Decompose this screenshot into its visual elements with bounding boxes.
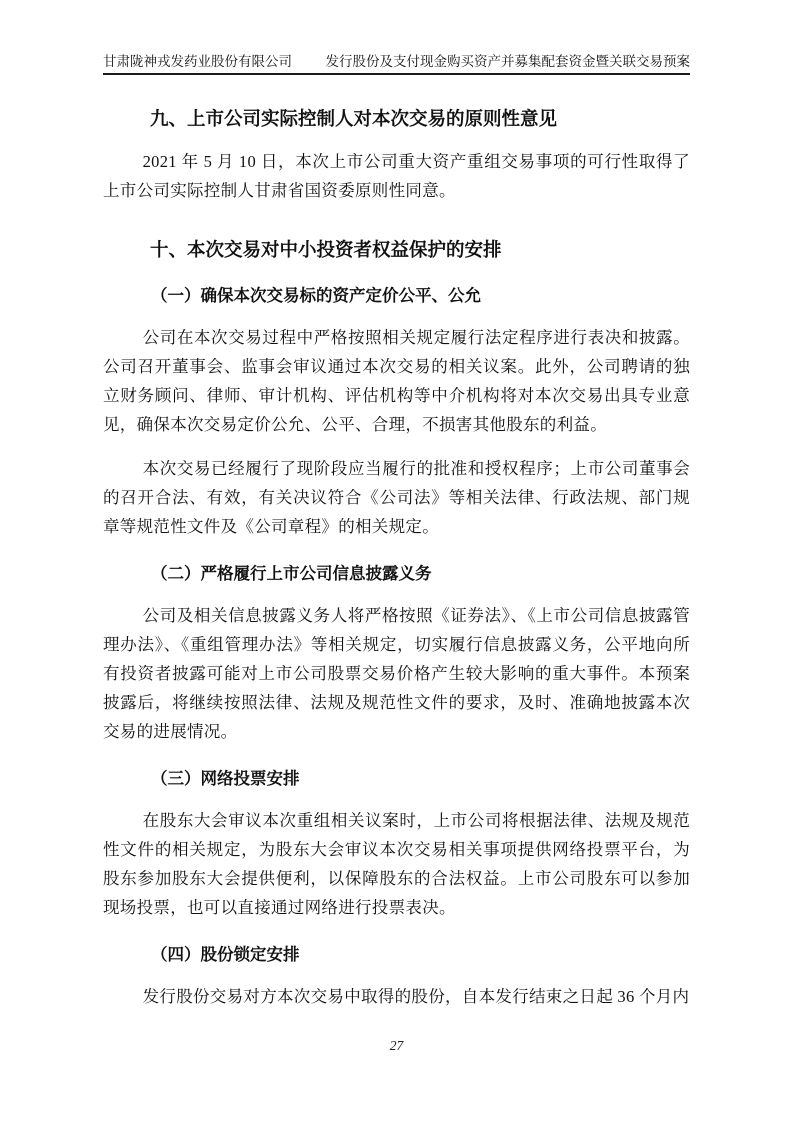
paragraph: 发行股份交易对方本次交易中取得的股份，自本发行结束之日起 36 个月内 — [142, 987, 690, 1006]
page-header — [103, 53, 690, 75]
sub-section-heading: （三）网络投票安排 — [151, 770, 300, 788]
document-body — [103, 74, 690, 1011]
sub-section-heading: （二）严格履行上市公司信息披露义务 — [151, 565, 432, 583]
paragraph: 本次交易已经履行了现阶段应当履行的批准和授权程序；上市公司董事会的召开合法、有效，有关决议符合《公司法》等相关法律、行政法规、部门规章等规范性文件及《公司章程》的相关规定。 — [103, 459, 690, 536]
paragraph: 2021 年 5 月 10 日，本次上市公司重大资产重组交易事项的可行性取得了上市公司实际控制人甘肃省国资委原则性同意。 — [103, 152, 690, 200]
paragraph: 公司及相关信息披露义务人将严格按照《证券法》、《上市公司信息披露管理办法》、《重组管理办法》等相关规定，切实履行信息披露义务，公平地向所有投资者披露可能对上市公司股票交易价格产生较大影响的重大事件。本预案披露后，将继续按照法律、法规及规范性文件的要求，及时、准确地披露本次交易的进展情况。 — [103, 606, 690, 741]
paragraph: 公司在本次交易过程中严格按照相关规定履行法定程序进行表决和披露。公司召开董事会、监事会审议通过本次交易的相关议案。此外，公司聘请的独立财务顾问、律师、审计机构、评估机构等中介机构将对本次交易出具专业意见，确保本次交易定价公允、公平、合理，不损害其他股东的利益。 — [103, 328, 690, 434]
header-document-title: 发行股份及支付现金购买资产并募集配套资金暨关联交易预案 — [325, 54, 690, 69]
page-footer — [0, 1038, 793, 1054]
sub-section-heading: （四）股份锁定安排 — [151, 946, 300, 964]
sub-section-heading: （一）确保本次交易标的资产定价公平、公允 — [151, 287, 481, 305]
section-heading: 九、上市公司实际控制人对本次交易的原则性意见 — [150, 108, 558, 129]
header-company-name: 甘肃陇神戎发药业股份有限公司 — [103, 54, 292, 69]
page-number: 27 — [389, 1038, 404, 1053]
section-heading: 十、本次交易对中小投资者权益保护的安排 — [150, 239, 502, 260]
paragraph: 在股东大会审议本次重组相关议案时，上市公司将根据法律、法规及规范性文件的相关规定，为股东大会审议本次交易相关事项提供网络投票平台，为股东参加股东大会提供便利，以保障股东的合法权益。上市公司股东可以参加现场投票，也可以直接通过网络进行投票表决。 — [103, 811, 690, 917]
